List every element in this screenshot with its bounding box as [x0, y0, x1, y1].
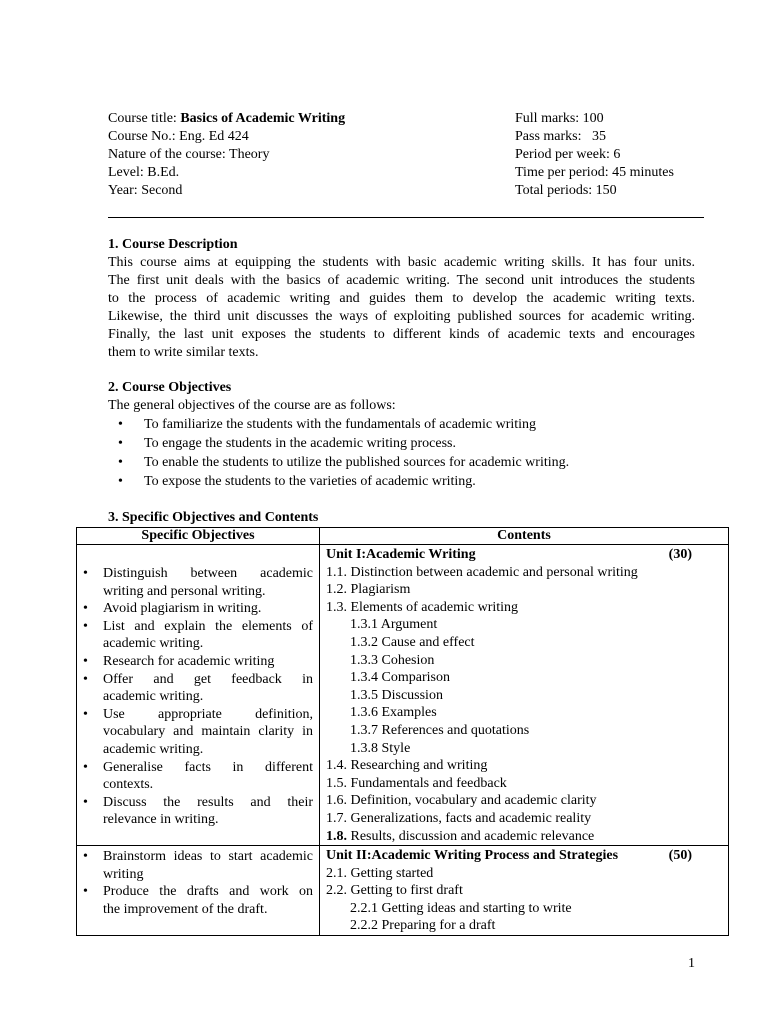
bullet-icon: • — [83, 759, 88, 775]
objective-text: To engage the students in the academic writing process. — [144, 436, 456, 451]
course-year: Year: Second — [108, 183, 183, 198]
course-objectives-section — [108, 379, 695, 491]
description-line: Finally, the last unit exposes the students to different kinds of academic texts and encourages — [108, 327, 695, 342]
course-objectives-heading: 2. Course Objectives — [108, 380, 232, 395]
objective-line: Produce the drafts and work on — [103, 884, 313, 900]
course-info-left — [108, 110, 345, 200]
unit-title — [326, 546, 728, 564]
list-item — [77, 653, 313, 671]
objective-text: To enable the students to utilize the published sources for academic writing. — [144, 455, 570, 470]
objective-line: Brainstorm ideas to start academic — [103, 849, 313, 865]
bullet-icon: • — [83, 671, 88, 687]
list-item — [77, 565, 313, 600]
content-item — [326, 828, 728, 846]
objective-line: vocabulary and maintain clarity in — [103, 724, 313, 740]
list-item — [77, 671, 313, 706]
total-periods: Total periods: 150 — [515, 183, 617, 198]
content-number: 1.8. — [326, 828, 347, 844]
bullet-icon: • — [83, 794, 88, 810]
content-subitem: 1.3.6 Examples — [350, 705, 437, 721]
content-subitem: 1.3.4 Comparison — [350, 670, 450, 686]
course-number: Course No.: Eng. Ed 424 — [108, 129, 249, 144]
unit-title-text: Unit I:Academic Writing — [326, 547, 476, 562]
table-header-row — [77, 528, 729, 545]
content-subitem: 1.3.8 Style — [350, 740, 411, 756]
content-item: 1.1. Distinction between academic and personal writing — [326, 564, 638, 580]
contents-cell — [320, 545, 729, 846]
column-header-objectives: Specific Objectives — [77, 528, 320, 545]
list-item — [77, 759, 313, 794]
course-description-heading: 1. Course Description — [108, 237, 238, 252]
period-per-week: Period per week: 6 — [515, 147, 621, 162]
bullet-icon: • — [83, 653, 88, 669]
content-item: 1.2. Plagiarism — [326, 582, 411, 598]
objective-line: Use appropriate definition, — [103, 706, 313, 722]
full-marks: Full marks: 100 — [515, 111, 604, 126]
bullet-icon: • — [83, 601, 88, 617]
course-nature: Nature of the course: Theory — [108, 147, 270, 162]
bullet-icon: • — [118, 455, 123, 470]
objective-line: relevance in writing. — [103, 812, 219, 828]
course-title-value: Basics of Academic Writing — [180, 111, 346, 126]
bullet-icon: • — [83, 849, 88, 865]
course-objectives-list — [108, 415, 695, 491]
description-line: The first unit deals with the basics of academic writing. The second unit introduces the students — [108, 273, 695, 288]
objective-line: Generalise facts in different — [103, 759, 313, 775]
specific-objectives-heading: 3. Specific Objectives and Contents — [108, 510, 319, 525]
objective-line: academic writing. — [103, 636, 204, 652]
description-line: to the process of academic writing and guides them to develop the academic writing texts. — [108, 291, 695, 306]
objective-line: academic writing. — [103, 741, 204, 757]
list-item — [108, 434, 695, 453]
bullet-icon: • — [118, 417, 123, 432]
content-subitem: 1.3.7 References and quotations — [350, 722, 530, 738]
list-item — [77, 848, 313, 883]
objective-line: Distinguish between academic — [103, 566, 313, 581]
description-line: them to write similar texts. — [108, 345, 259, 360]
content-subitem: 1.3.2 Cause and effect — [350, 634, 475, 650]
course-info-right — [515, 110, 674, 200]
content-item: 1.3. Elements of academic writing — [326, 599, 519, 615]
list-item — [77, 600, 313, 618]
course-title-line — [108, 110, 345, 128]
header-divider — [108, 217, 704, 218]
content-text: Results, discussion and academic relevance — [347, 828, 595, 844]
contents-list — [326, 865, 728, 935]
course-level: Level: B.Ed. — [108, 165, 180, 180]
unit-title — [326, 847, 728, 865]
contents-list — [326, 564, 728, 846]
unit-title-text: Unit II:Academic Writing Process and Strategies — [326, 848, 619, 864]
objectives-list — [77, 565, 319, 829]
objective-line: writing — [103, 866, 144, 882]
objectives-cell — [77, 545, 320, 846]
objective-line: Offer and get feedback in — [103, 671, 313, 687]
objective-line: List and explain the elements of — [103, 618, 313, 634]
objectives-list — [77, 848, 319, 918]
list-item — [108, 453, 695, 472]
content-subitem: 2.2.1 Getting ideas and starting to write — [350, 900, 572, 916]
specific-objectives-table — [76, 527, 729, 936]
objective-line: the improvement of the draft. — [103, 901, 268, 917]
objective-line: writing and personal writing. — [103, 583, 266, 599]
bullet-icon: • — [118, 436, 123, 451]
course-objectives-intro: The general objectives of the course are as follows: — [108, 398, 396, 413]
unit-hours: (50) — [668, 848, 692, 864]
list-item — [77, 706, 313, 759]
description-line: This course aims at equipping the students with basic academic writing skills. It has four units. — [108, 255, 695, 270]
objective-line: Avoid plagiarism in writing. — [103, 601, 262, 617]
contents-cell — [320, 846, 729, 936]
list-item — [77, 883, 313, 918]
bullet-icon: • — [83, 618, 88, 634]
course-description-text — [108, 254, 695, 362]
unit-hours: (30) — [668, 547, 692, 562]
table-row — [77, 545, 729, 846]
bullet-icon: • — [118, 474, 123, 489]
list-item — [108, 472, 695, 491]
objective-line: Discuss the results and their — [103, 794, 313, 810]
course-title-label: Course title: — [108, 111, 181, 126]
content-item: 1.4. Researching and writing — [326, 758, 488, 774]
list-item — [77, 794, 313, 829]
objectives-cell — [77, 846, 320, 936]
objective-line: academic writing. — [103, 689, 204, 705]
course-description-section — [108, 236, 695, 362]
content-subitem: 1.3.1 Argument — [350, 617, 438, 633]
description-line: Likewise, the third unit discusses the ways of exploiting published sources for academic writing. — [108, 309, 695, 324]
objective-line: contexts. — [103, 777, 154, 793]
content-subitem: 1.3.5 Discussion — [350, 687, 443, 703]
content-item: 2.1. Getting started — [326, 865, 434, 881]
bullet-icon: • — [83, 706, 88, 722]
objective-text: To familiarize the students with the fundamentals of academic writing — [144, 417, 537, 432]
content-item: 1.6. Definition, vocabulary and academic clarity — [326, 793, 597, 809]
bullet-icon: • — [83, 566, 88, 581]
list-item — [108, 415, 695, 434]
list-item — [77, 618, 313, 653]
bullet-icon: • — [83, 884, 88, 900]
objective-text: To expose the students to the varieties of academic writing. — [144, 474, 476, 489]
content-item: 1.7. Generalizations, facts and academic reality — [326, 810, 592, 826]
time-per-period: Time per period: 45 minutes — [515, 165, 674, 180]
content-item: 1.5. Fundamentals and feedback — [326, 775, 507, 791]
pass-marks: Pass marks: 35 — [515, 129, 606, 144]
content-subitem: 2.2.2 Preparing for a draft — [350, 918, 496, 934]
column-header-contents: Contents — [320, 528, 729, 545]
objective-line: Research for academic writing — [103, 653, 275, 669]
table-row — [77, 846, 729, 936]
content-subitem: 1.3.3 Cohesion — [350, 652, 435, 668]
page-number: 1 — [688, 956, 695, 971]
content-item: 2.2. Getting to first draft — [326, 883, 463, 899]
